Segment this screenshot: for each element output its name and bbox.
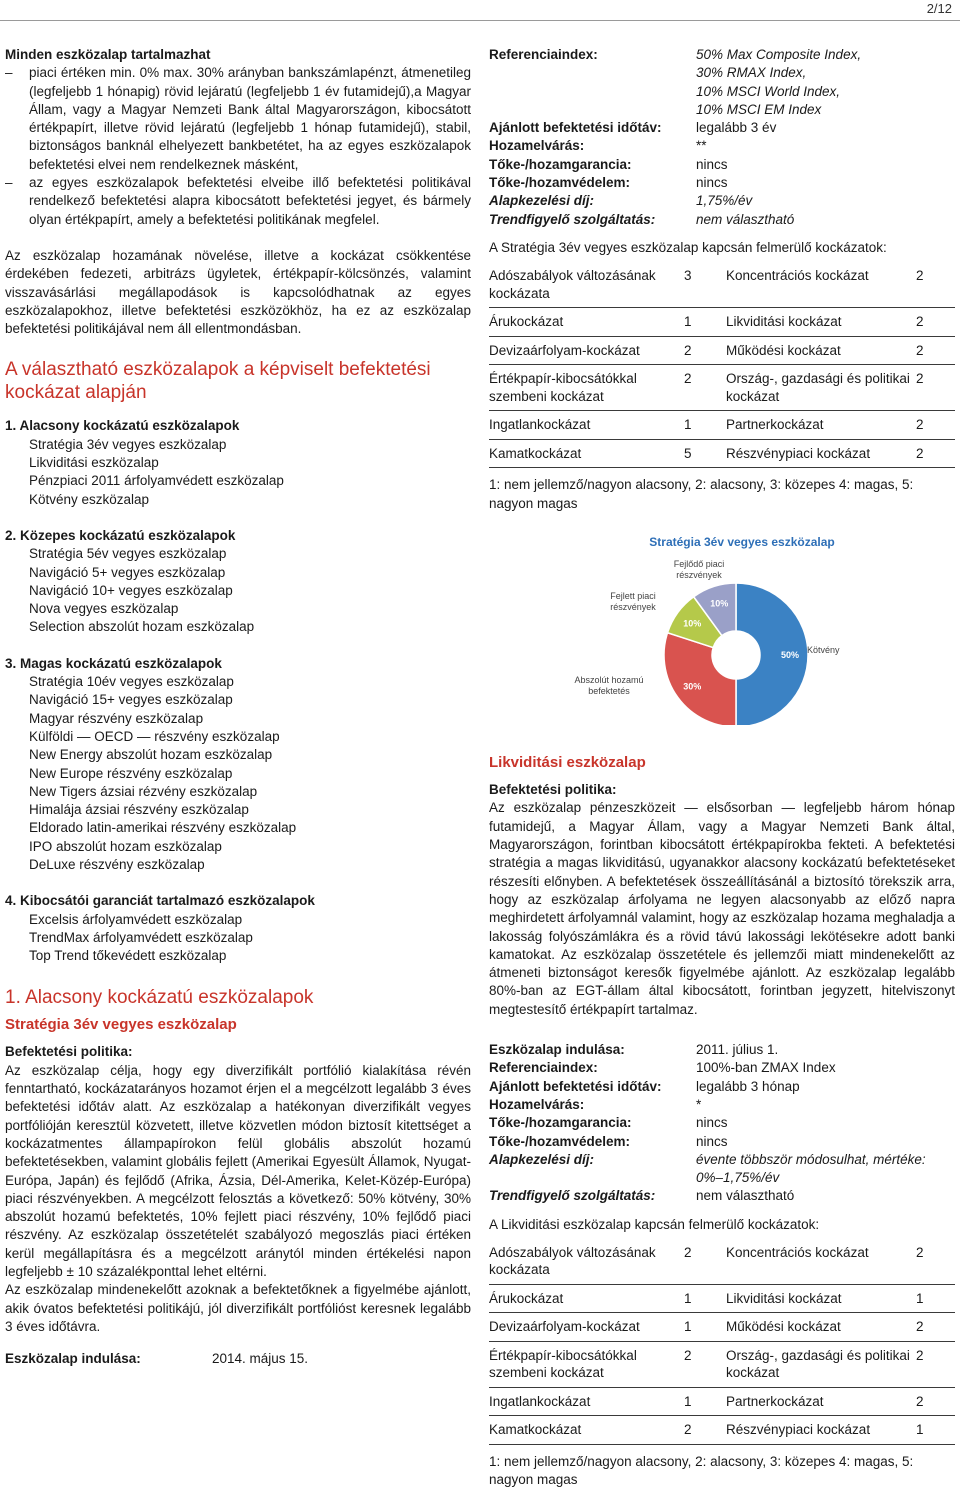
- liq-policy-label: Befektetési politika:: [489, 782, 617, 798]
- detail-value: 1,75%/év: [696, 193, 753, 209]
- risk-name: Árukockázat: [489, 1284, 684, 1313]
- risk-intro-2: A Likviditási eszközalap kapcsán felmerülő kockázatok:: [489, 1216, 820, 1232]
- pie-slice: [664, 633, 736, 725]
- policy-paragraph: Az eszközalap célja, hogy egy diverzifikált portfólió kialakítása révén fenntartható, kockázatarányos hozamot érjen el a megcélzott legalább 3 éves befektetési időtáv alatt. Az eszközalap a hatékonyan diverzifikált vegyes portfólióján keresztül közvetett, illetve közvetlen módon biztosít kitettséget a kockázatmentes állampapírokon felül globális abszolút hozamú befektetésekben, valamint globális fejlett (Amerikai Egyesült Államok, Nyugat-Európa, Japán) és fejlődő (Afrika, Ázsia, Dél-Amerika, Kelet-Közép-Európa) piaci részvényekben. A megcélzott felosztás a következő: 50% kötvény, 30% abszolút hozamú befektetés, 10% fejlett piaci részvény, 10% fejlődő piaci részvény. Az eszközalap összetételét szabályozó megoszlás piaci értéken kerül megállapításra és a megcélzott aránytól minden értékelési napon legfeljebb ± 10 százalékponttal lehet eltérni.: [5, 1062, 471, 1280]
- risk-name: Részvénypiaci kockázat: [726, 439, 916, 468]
- detail-row: [489, 1187, 955, 1205]
- risk-group-title: 4. Kibocsátói garanciát tartalmazó eszközalapok: [5, 893, 315, 909]
- detail-value: **: [696, 138, 707, 154]
- detail-row: [489, 1151, 955, 1188]
- detail-label: Alapkezelési díj:: [489, 193, 595, 209]
- risk-name: Partnerkockázat: [726, 411, 916, 440]
- risk-row: [489, 439, 955, 468]
- fund-list-item: New Energy abszolút hozam eszközalap: [29, 747, 273, 763]
- detail-row: [489, 174, 861, 192]
- fund-list-item: Top Trend tőkevédett eszközalap: [29, 948, 227, 964]
- risk-table: [489, 262, 955, 468]
- fund-list-item: New Tigers ázsiai rézvény eszközalap: [29, 783, 258, 799]
- detail-value: 30% RMAX Index,: [696, 65, 807, 81]
- detail-label: [489, 83, 696, 101]
- risk-name: Működési kockázat: [726, 1313, 916, 1342]
- risk-row: [489, 1387, 955, 1416]
- detail-value: 100%-ban ZMAX Index: [696, 1060, 836, 1076]
- detail-value: nincs: [696, 1133, 728, 1149]
- hedging-paragraph: Az eszközalap hozamának növelése, illetve a kockázat csökkentése érdekében fedezeti, arbitrázs ügyletek, értékpapír-kölcsönzés, valamint visszavásárlási megállapodások is kapcsolódhatnak az egyes eszközalapokhoz, illetve befektetési eszközökhöz, ha ez az eszközalap befektetési politikájával nem áll ellentmondásban.: [5, 247, 471, 337]
- pie-slice-percent: 50%: [780, 650, 800, 661]
- detail-row: [489, 101, 861, 119]
- fund-list-item: Selection abszolút hozam eszközalap: [29, 619, 255, 635]
- detail-row: [489, 1041, 955, 1059]
- detail-row: [489, 119, 861, 137]
- detail-value: legalább 3 hónap: [696, 1078, 800, 1094]
- fund-list-item: New Europe részvény eszközalap: [29, 765, 233, 781]
- detail-row: [489, 1096, 955, 1114]
- detail-value: nincs: [696, 1115, 728, 1131]
- risk-score: 2: [916, 365, 955, 411]
- detail-value: 10% MSCI EM Index: [696, 101, 822, 117]
- detail-label: Referenciaindex:: [489, 47, 598, 62]
- fund-list-item: Himalája ázsiai részvény eszközalap: [29, 802, 249, 818]
- detail-row: [489, 1059, 955, 1077]
- risk-score: 2: [916, 1239, 955, 1285]
- detail-value: nincs: [696, 175, 728, 191]
- risk-intro: A Stratégia 3év vegyes eszközalap kapcsán felmerülő kockázatok:: [489, 239, 887, 255]
- risk-table-2: [489, 1239, 955, 1445]
- fund-list-item: Külföldi — OECD — részvény eszközalap: [29, 728, 280, 744]
- detail-value: nem választható: [696, 1188, 795, 1204]
- policy-label: Befektetési politika:: [5, 1044, 133, 1060]
- risk-score: 3: [684, 262, 726, 308]
- detail-label: Trendfigyelő szolgáltatás:: [489, 211, 656, 227]
- page-number: 2/12: [926, 1, 952, 16]
- detail-value: *: [696, 1096, 702, 1112]
- risk-row: [489, 262, 955, 308]
- launch-value: 2014. május 15.: [212, 1351, 309, 1367]
- detail-value: 2011. július 1.: [696, 1042, 779, 1058]
- risk-legend: 1: nem jellemző/nagyon alacsony, 2: alacsony, 3: közepes 4: magas, 5: nagyon magas: [489, 477, 914, 511]
- risk-name: Árukockázat: [489, 308, 684, 337]
- risk-score: 2: [916, 336, 955, 365]
- risk-group: [5, 892, 471, 965]
- risk-name: Devizaárfolyam-kockázat: [489, 1313, 684, 1342]
- risk-name: Likviditási kockázat: [726, 308, 916, 337]
- detail-label: Referenciaindex:: [489, 1060, 598, 1076]
- right-column: [489, 46, 955, 1490]
- risk-score: 2: [916, 1387, 955, 1416]
- risk-group: [5, 417, 471, 508]
- risk-score: 2: [916, 262, 955, 308]
- risk-score: 2: [916, 439, 955, 468]
- detail-label: Tőke-/hozamgarancia:: [489, 1115, 632, 1131]
- detail-value: évente többször módosulhat, mértéke: 0%–1,75%/év: [696, 1151, 926, 1186]
- fund-list-item: Pénzpiaci 2011 árfolyamvédett eszközalap: [29, 473, 284, 489]
- left-column: [5, 46, 471, 1369]
- intro-dash-text: piaci értéken min. 0% max. 30% arányban bankszámlapénzt, átmenetileg (legfeljebb 1 hónapig) rövid lejáratú (legfeljebb 1 év futamidejű),a Magyar Állam, vagy a Magyar Nemzeti Bank által Magyarországon, kibocsátott értékpapírt, illetve rövid lejáratú (legfeljebb 1 hónap futamidejű), stabil, biztonságos banknál elhelyezett bankbetétet, ha az egyes eszközalapok befektetési elvei nem rendelkeznek másként,: [29, 65, 471, 172]
- risk-name: Ingatlankockázat: [489, 1387, 684, 1416]
- detail-label: [489, 64, 696, 82]
- risk-name: Devizaárfolyam-kockázat: [489, 336, 684, 365]
- risk-name: Értékpapír-kibocsátókkal szembeni kockázat: [489, 365, 684, 411]
- detail-label: Alapkezelési díj:: [489, 1151, 595, 1167]
- fund-list-item: TrendMax árfolyamvédett eszközalap: [29, 929, 253, 945]
- risk-name: Adószabályok változásának kockázata: [489, 1239, 684, 1285]
- risk-row: [489, 1341, 955, 1387]
- detail-row: [489, 1133, 955, 1151]
- pie-chart: [489, 555, 955, 725]
- risk-name: Ország-, gazdasági és politikai kockázat: [726, 365, 916, 411]
- pie-slice-label: Kötvény: [807, 645, 840, 656]
- fund-list-item: Likviditási eszközalap: [29, 455, 159, 471]
- risk-groups: [5, 417, 471, 965]
- risk-group-title: 1. Alacsony kockázatú eszközalapok: [5, 418, 240, 434]
- launch-row: [5, 1350, 471, 1368]
- detail-label: Tőke-/hozamgarancia:: [489, 156, 632, 172]
- risk-name: Ingatlankockázat: [489, 411, 684, 440]
- pie-slice-label: Fejlett piaci részvények: [610, 591, 656, 613]
- detail-label: Eszközalap indulása:: [489, 1042, 625, 1058]
- detail-label: Hozamelvárás:: [489, 138, 585, 154]
- fund-list-item: Kötvény eszközalap: [29, 491, 150, 507]
- risk-score: 2: [684, 336, 726, 365]
- pie-title: Stratégia 3év vegyes eszközalap: [649, 534, 835, 549]
- intro-dash-text: az egyes eszközalapok befektetési elveibe illő befektetési politikával rendelkező befektetési alapra kibocsátott befektetési jegyet, és bármely olyan értékpapírt, amely a befektetési politikának megfelel.: [29, 175, 471, 227]
- fund-list-item: Magyar részvény eszközalap: [29, 710, 204, 726]
- detail-label: Ajánlott befektetési időtáv:: [489, 1078, 662, 1094]
- risk-score: 2: [916, 308, 955, 337]
- pie-slice-label: Abszolút hozamú befektetés: [574, 675, 644, 697]
- risk-score: 1: [916, 1416, 955, 1445]
- low-risk-heading: 1. Alacsony kockázatú eszközalapok: [5, 987, 314, 1009]
- fund-list-item: Navigáció 5+ vegyes eszközalap: [29, 564, 226, 580]
- risk-score: 1: [684, 308, 726, 337]
- risk-row: [489, 1313, 955, 1342]
- section-heading: A választható eszközalapok a képviselt befektetési kockázat alapján: [5, 359, 431, 404]
- detail-row: [489, 192, 861, 210]
- risk-legend-2: 1: nem jellemző/nagyon alacsony, 2: alacsony, 3: közepes 4: magas, 5: nagyon magas: [489, 1453, 914, 1488]
- risk-name: Partnerkockázat: [726, 1387, 916, 1416]
- risk-score: 5: [684, 439, 726, 468]
- fund-list-item: Stratégia 3év vegyes eszközalap: [29, 436, 227, 452]
- risk-group-title: 2. Közepes kockázatú eszközalapok: [5, 527, 236, 543]
- risk-score: 1: [684, 1387, 726, 1416]
- detail-label: Tőke-/hozamvédelem:: [489, 1133, 631, 1149]
- risk-score: 2: [916, 411, 955, 440]
- detail-value: nem választható: [696, 211, 795, 227]
- top-rule: [0, 20, 960, 21]
- pie-slice-percent: 30%: [683, 681, 702, 692]
- fund-list-item: Stratégia 5év vegyes eszközalap: [29, 546, 227, 562]
- risk-score: 1: [684, 1284, 726, 1313]
- risk-name: Kamatkockázat: [489, 439, 684, 468]
- liq-details-table: [489, 1041, 955, 1206]
- risk-name: Kamatkockázat: [489, 1416, 684, 1445]
- fund-list-item: Navigáció 15+ vegyes eszközalap: [29, 692, 233, 708]
- detail-row: [489, 137, 861, 155]
- pie-slice-percent: 10%: [683, 618, 702, 629]
- risk-name: Működési kockázat: [726, 336, 916, 365]
- liq-policy-paragraph: Az eszközalap pénzeszközeit — elsősorban — legfeljebb három hónap futamidejű, a Magyar Állam, vagy a Magyar Nemzeti Bank által, Magyarországon, forintban kibocsátott értékpapírokba fekteti. A befektetési stratégia a magas likviditású, ugyanakkor alacsony kockázatú befektetéseket részesíti előnyben. A befektetések összeállításánál a biztosító törekszik arra, hogy az eszközalap árfolyama ne legyen alacsonyabb az előző napra meghirdetett árfolyamnál valamint, hogy az eszközalap hozama meghaladja a lakosság folyószámlákra és a rövid távú lakossági lekötésekre adott banki kamatokat. Az eszközalap összetétele és jellemzői miatt mindenekelőtt az átmeneti biztonságot keresők figyelmébe ajánlott. Az eszközalap legalább 80%-ban az EGT-állam által kibocsátott, forintban jegyzett, hitelviszonyt megtestesítő értékpapírt tartalmaz.: [489, 800, 955, 1017]
- risk-row: [489, 1284, 955, 1313]
- fund-list-item: Excelsis árfolyamvédett eszközalap: [29, 911, 243, 927]
- risk-score: 1: [684, 1313, 726, 1342]
- risk-row: [489, 336, 955, 365]
- intro-dash-1: – piaci értéken min. 0% max. 30% arányban bankszámlapénzt, átmenetileg (legfeljebb 1 hónapig) rövid lejáratú (legfeljebb 1 év futamidejű),a Magyar Állam, vagy a Magyar Nemzeti Bank által Magyarországon, kibocsátott értékpapírt, illetve rövid lejáratú (legfeljebb 1 hónap futamidejű), stabil, biztonságos banknál elhelyezett bankbetétet, ha az egyes eszközalapok befektetési elvei nem rendelkeznek másként,: [5, 64, 471, 174]
- detail-row: [489, 64, 861, 82]
- detail-label: Trendfigyelő szolgáltatás:: [489, 1188, 656, 1204]
- fund-list-item: Nova vegyes eszközalap: [29, 601, 179, 617]
- policy-paragraph: Az eszközalap mindenekelőtt azoknak a befektetőknek a figyelmébe ajánlott, akik óvatos befektetési politikájú, jól diverzifikált portfólióst keresnek legalább 3 éves időtávra.: [5, 1282, 471, 1334]
- detail-value: legalább 3 év: [696, 120, 777, 136]
- detail-label: Hozamelvárás:: [489, 1096, 585, 1112]
- risk-name: Koncentrációs kockázat: [726, 262, 916, 308]
- detail-value: 50% Max Composite Index,: [696, 47, 862, 62]
- fund-list-item: Stratégia 10év vegyes eszközalap: [29, 674, 234, 690]
- risk-row: [489, 365, 955, 411]
- risk-score: 1: [684, 411, 726, 440]
- risk-name: Értékpapír-kibocsátókkal szembeni kockázat: [489, 1341, 684, 1387]
- fund-title: Stratégia 3év vegyes eszközalap: [5, 1016, 237, 1034]
- detail-value: 10% MSCI World Index,: [696, 83, 841, 99]
- detail-row: [489, 1114, 955, 1132]
- launch-label: Eszközalap indulása:: [5, 1351, 141, 1367]
- risk-row: [489, 411, 955, 440]
- risk-name: Koncentrációs kockázat: [726, 1239, 916, 1285]
- fund-details-table: [489, 46, 861, 229]
- risk-score: 1: [916, 1284, 955, 1313]
- risk-row: [489, 1416, 955, 1445]
- detail-row: [489, 211, 861, 229]
- risk-group-title: 3. Magas kockázatú eszközalapok: [5, 655, 222, 671]
- risk-score: 2: [916, 1341, 955, 1387]
- risk-row: [489, 308, 955, 337]
- intro-title: Minden eszközalap tartalmazhat: [5, 47, 211, 62]
- fund-list-item: IPO abszolút hozam eszközalap: [29, 838, 222, 854]
- risk-score: 2: [916, 1313, 955, 1342]
- intro-dash-2: – az egyes eszközalapok befektetési elveibe illő befektetési politikával rendelkező befektetési alapra kibocsátott befektetési jegyet, és bármely olyan értékpapírt, amely a befektetési politikának megfelel.: [5, 174, 471, 229]
- pie-slice-percent: 10%: [710, 598, 729, 609]
- fund-list-item: Eldorado latin-amerikai részvény eszközalap: [29, 820, 297, 836]
- detail-row: [489, 46, 861, 64]
- risk-score: 2: [684, 1239, 726, 1285]
- risk-score: 2: [684, 1341, 726, 1387]
- detail-value: nincs: [696, 156, 728, 172]
- fund-list-item: DeLuxe részvény eszközalap: [29, 856, 205, 872]
- pie-slice-label: Fejlődő piaci részvények: [673, 559, 725, 581]
- risk-group: [5, 527, 471, 637]
- risk-name: Részvénypiaci kockázat: [726, 1416, 916, 1445]
- detail-label: [489, 101, 696, 119]
- detail-label: Ajánlott befektetési időtáv:: [489, 120, 662, 136]
- risk-group: [5, 655, 471, 875]
- detail-row: [489, 1078, 955, 1096]
- risk-name: Ország-, gazdasági és politikai kockázat: [726, 1341, 916, 1387]
- risk-score: 2: [684, 1416, 726, 1445]
- fund-list-item: Navigáció 10+ vegyes eszközalap: [29, 582, 233, 598]
- risk-name: Likviditási kockázat: [726, 1284, 916, 1313]
- risk-row: [489, 1239, 955, 1285]
- detail-row: [489, 83, 861, 101]
- risk-name: Adószabályok változásának kockázata: [489, 262, 684, 308]
- liq-title: Likviditási eszközalap: [489, 754, 646, 772]
- detail-label: Tőke-/hozamvédelem:: [489, 175, 631, 191]
- risk-score: 2: [684, 365, 726, 411]
- detail-row: [489, 156, 861, 174]
